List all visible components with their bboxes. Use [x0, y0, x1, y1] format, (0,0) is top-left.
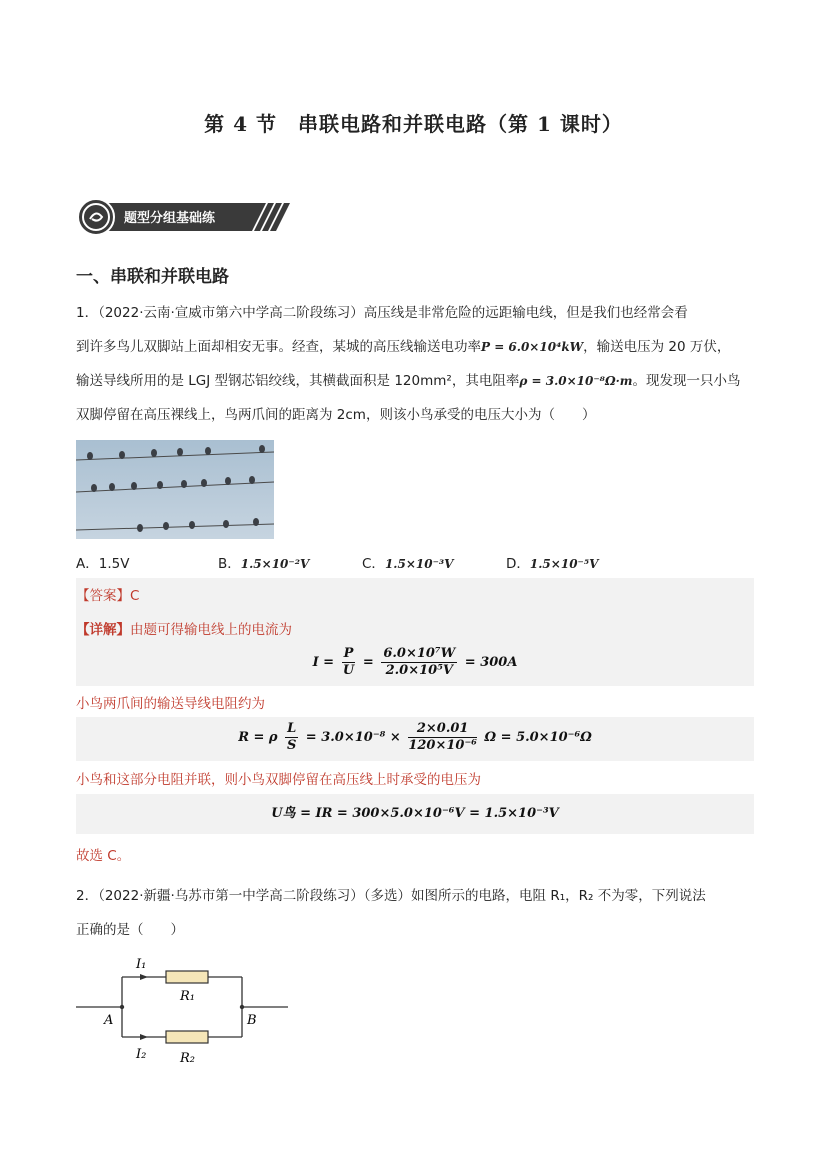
step-resistance-text: 小鸟两爪间的输送导线电阻约为: [76, 696, 265, 712]
label-r1: R₁: [180, 989, 195, 1004]
label-i1: I₁: [136, 957, 147, 972]
q1-line-2: 到许多鸟儿双脚站上面却相安无事。经查，某城的高压线输送电功率P = 6.0×10⁴kW，输送电压为 20 万伏，: [76, 339, 731, 355]
power-formula: P = 6.0×10⁴kW: [481, 340, 584, 354]
parallel-circuit-diagram: [74, 950, 294, 1070]
formula-resistance: R = ρ $\frac{L}{S}$ = 3.0×10⁻⁸ × $\frac{2\times 0.01}{\text{120×10⁻⁶}}$ Ω = 5.0×10⁻⁶Ω: [76, 717, 754, 761]
question-2-text: [76, 879, 756, 947]
resistor-r1: [166, 971, 208, 983]
option-a[interactable]: A．1.5V: [76, 556, 130, 572]
option-c[interactable]: C．1.5×10⁻³V: [362, 556, 454, 572]
label-a: A: [104, 1013, 114, 1028]
q1-line-1: 1．（2022·云南·宣威市第六中学高二阶段练习）高压线是非常危险的远距输电线，但是我们也经常会看: [76, 305, 688, 321]
resistor-r2: [166, 1031, 208, 1043]
label-i2: I₂: [136, 1047, 147, 1062]
arrow-i2-icon: [140, 1034, 148, 1040]
conclusion-text: 故选 C。: [76, 848, 131, 864]
q2-line-2: 正确的是（ ）: [76, 922, 184, 938]
section-banner: [76, 197, 296, 237]
answer-line: 【答案】C: [76, 588, 140, 604]
q1-line-3: 输送导线所用的是 LGJ 型钢芯铝绞线，其横截面积是 120mm²，其电阻率ρ = 3.0×10⁻⁸Ω·m。现发现一只小鸟: [76, 373, 741, 389]
option-d[interactable]: D．1.5×10⁻⁵V: [506, 556, 599, 572]
formula-voltage: U鸟 = IR = 300×5.0×10⁻⁶V = 1.5×10⁻³V: [76, 794, 754, 834]
label-b: B: [247, 1013, 257, 1028]
birds-on-wires-photo: [76, 440, 274, 539]
step-voltage-text: 小鸟和这部分电阻并联，则小鸟双脚停留在高压线上时承受的电压为: [76, 772, 481, 788]
formula-current: I = $\frac{P}{U}$ = $\frac{\text{6.0×10⁷W}}{\text{2.0×10⁵V}}$ = 300A: [312, 646, 518, 678]
label-r2: R₂: [180, 1051, 195, 1066]
q1-line-4: 双脚停留在高压裸线上，鸟两爪间的距离为 2cm，则该小鸟承受的电压大小为（ ）: [76, 407, 596, 423]
option-b[interactable]: B．1.5×10⁻²V: [218, 556, 310, 572]
detail-line: 【详解】由题可得输电线上的电流为: [76, 622, 292, 638]
arrow-i1-icon: [140, 974, 148, 980]
page-title: 第 4 节 串联电路和并联电路（第 1 课时）: [204, 112, 623, 136]
banner-text: 题型分组基础练: [124, 211, 216, 226]
resistivity-formula: ρ = 3.0×10⁻⁸Ω·m: [519, 374, 633, 388]
section-heading: 一、串联和并联电路: [76, 267, 229, 287]
q2-line-1: 2．（2022·新疆·乌苏市第一中学高二阶段练习）（多选）如图所示的电路，电阻 R₁，R₂ 不为零，下列说法: [76, 888, 706, 904]
question-1-text: [76, 296, 756, 432]
